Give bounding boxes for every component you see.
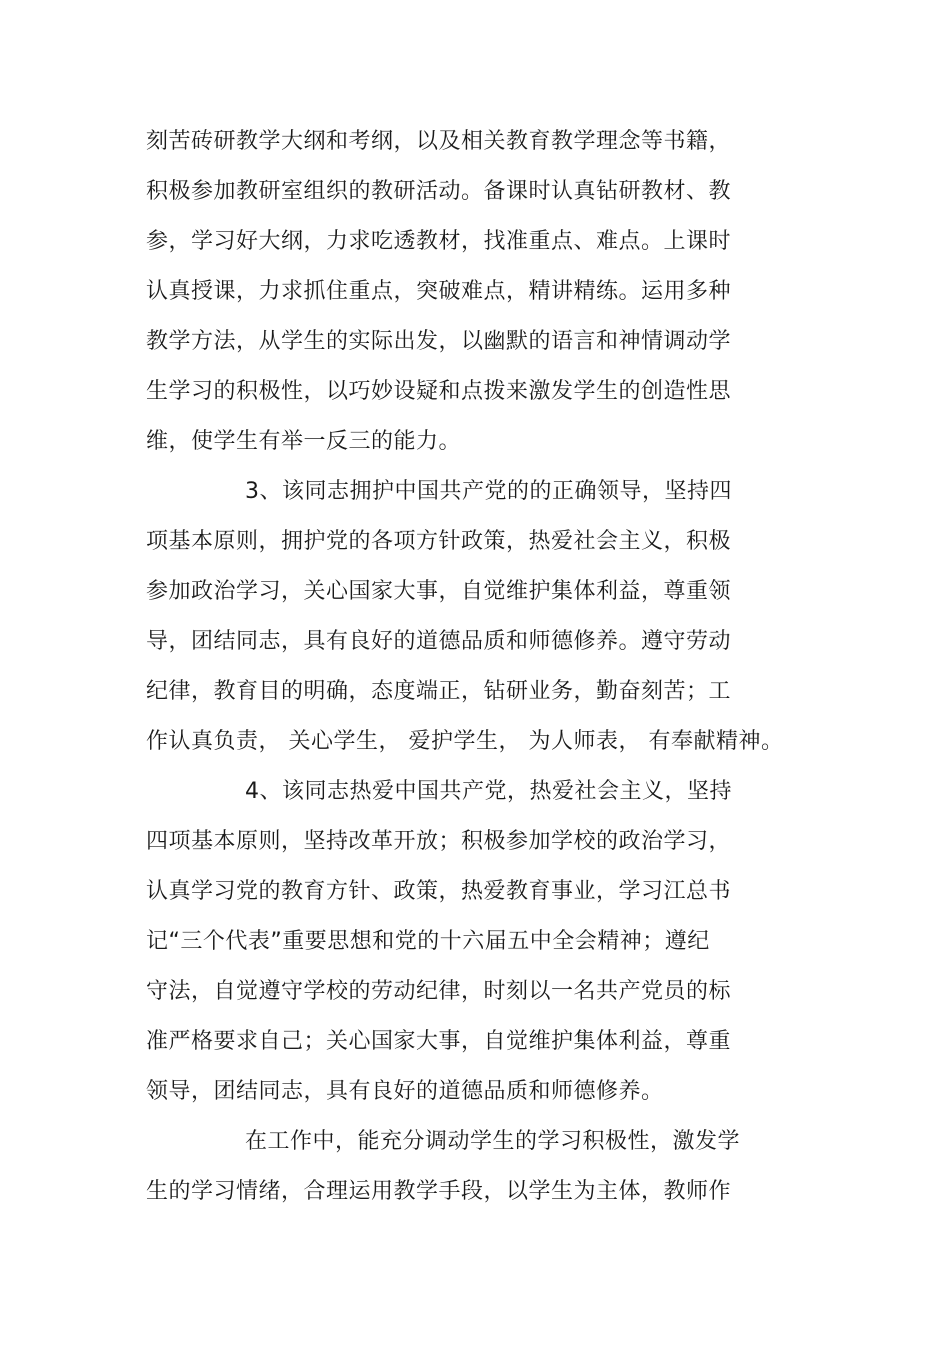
text-line: 准严格要求自己；关心国家大事，自觉维护集体利益，尊重	[146, 1029, 732, 1054]
text-line: 生学习的积极性，以巧妙设疑和点拨来激发学生的创造性思	[146, 379, 732, 404]
text-line: 参加政治学习，关心国家大事，自觉维护集体利益，尊重领	[146, 579, 732, 604]
text-line: 维，使学生有举一反三的能力。	[146, 429, 462, 454]
text-line: 四项基本原则，坚持改革开放；积极参加学校的政治学习，	[146, 829, 732, 854]
paragraph-start-line: 3、该同志拥护中国共产党的的正确领导，坚持四	[245, 479, 732, 504]
paragraph-start-line: 4、该同志热爱中国共产党，热爱社会主义，坚持	[245, 779, 732, 804]
text-line: 参，学习好大纲，力求吃透教材，找准重点、难点。上课时	[146, 229, 732, 254]
text-line: 认真授课，力求抓住重点，突破难点，精讲精练。运用多种	[146, 279, 732, 304]
text-line: 导，团结同志，具有良好的道德品质和师德修养。遵守劳动	[146, 629, 732, 654]
text-line: 刻苦砖研教学大纲和考纲，以及相关教育教学理念等书籍，	[146, 129, 732, 154]
text-line: 教学方法，从学生的实际出发，以幽默的语言和神情调动学	[146, 329, 732, 354]
paragraph-start-line: 在工作中，能充分调动学生的学习积极性，激发学	[245, 1129, 741, 1154]
text-line: 领导，团结同志，具有良好的道德品质和师德修养。	[146, 1079, 664, 1104]
text-line: 作认真负责， 关心学生， 爱护学生， 为人师表， 有奉献精神。	[146, 729, 784, 754]
text-line: 守法，自觉遵守学校的劳动纪律，时刻以一名共产党员的标	[146, 979, 732, 1004]
text-line: 项基本原则，拥护党的各项方针政策，热爱社会主义，积极	[146, 529, 732, 554]
text-line: 纪律，教育目的明确，态度端正，钻研业务，勤奋刻苦；工	[146, 679, 732, 704]
text-line: 认真学习党的教育方针、政策，热爱教育事业，学习江总书	[146, 879, 732, 904]
text-line: 积极参加教研室组织的教研活动。备课时认真钻研教材、教	[146, 179, 732, 204]
text-line: 记“三个代表”重要思想和党的十六届五中全会精神；遵纪	[146, 929, 710, 954]
text-line: 生的学习情绪，合理运用教学手段，以学生为主体，教师作	[146, 1179, 732, 1204]
